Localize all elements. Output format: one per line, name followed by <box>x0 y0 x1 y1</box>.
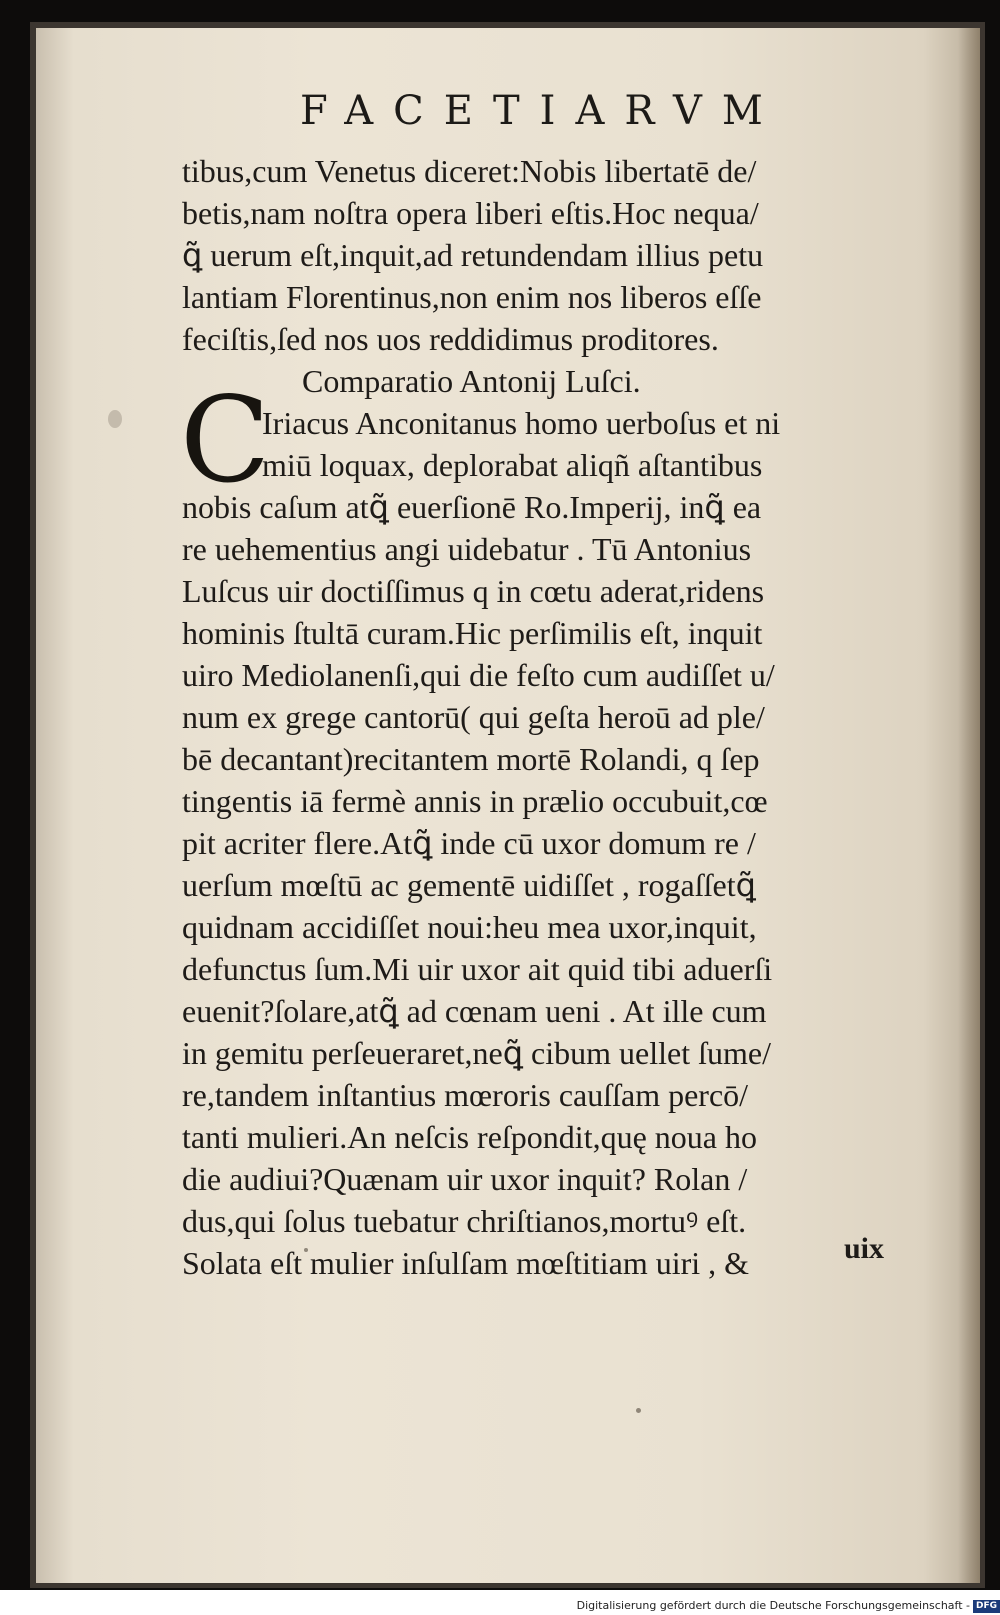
text-line: nobis caſum atꝗ̃ euerſionē Ro.Imperij, inꝗ̃ ea <box>182 489 762 525</box>
text-line: betis,nam noſtra opera liberi eſtis.Hoc nequa/ <box>182 195 759 231</box>
text-line: Solata eſt mulier inſulſam mœſtitiam uiri , & <box>182 1245 750 1281</box>
catchword: uix <box>844 1232 885 1265</box>
credit-text: Digitalisierung gefördert durch die Deutsche Forschungsgemeinschaft - <box>576 1599 970 1612</box>
text-line: feciſtis,ſed nos uos reddidimus proditores. <box>182 321 719 357</box>
ink-speck <box>108 410 122 428</box>
text-line: bē decantant)recitantem mortē Rolandi, q ſep <box>182 741 760 777</box>
text-line: uiro Mediolanenſi,qui die feſto cum audiſſet u/ <box>182 657 775 693</box>
text-line: hominis ſtultā curam.Hic perſimilis eſt, inquit <box>182 615 763 651</box>
gutter-shadow <box>958 28 980 1583</box>
text-line: re uehementius angi uidebatur . Tū Antonius <box>182 531 752 567</box>
text-line: dus,qui ſolus tuebatur chriſtianos,mortuꝰ eſt. <box>182 1203 747 1239</box>
text-line: euenit?ſolare,atꝗ̃ ad cœnam ueni . At ille cum <box>182 993 767 1029</box>
text-line: defunctus ſum.Mi uir uxor ait quid tibi aduerſi <box>182 951 773 987</box>
text-line: num ex grege cantorū( qui geſta heroū ad ple/ <box>182 699 765 735</box>
ink-speck <box>636 1408 641 1413</box>
text-line: in gemitu perſeueraret,neꝗ̃ cibum uellet ſume/ <box>182 1035 771 1071</box>
text-line: lantiam Florentinus,non enim nos liberos eſſe <box>182 279 762 315</box>
dfg-logo: DFG <box>973 1600 1000 1613</box>
text-line: pit acriter flere.Atꝗ̃ inde cū uxor domum re / <box>182 825 756 861</box>
digitization-credit <box>540 1597 1000 1615</box>
text-line: uerſum mœſtū ac gementē uidiſſet , rogaſſetꝗ̃ <box>182 867 756 903</box>
drop-cap-initial: C <box>180 371 271 509</box>
text-line: tingentis iā fermè annis in prælio occubuit,cœ <box>182 783 768 819</box>
text-line: die audiui?Quænam uir uxor inquit? Rolan / <box>182 1161 748 1197</box>
main-text <box>182 150 922 1284</box>
text-line: Luſcus uir doctiſſimus q in cœtu aderat,ridens <box>182 573 765 609</box>
text-line: miū loquax, deplorabat aliqñ aſtantibus <box>262 447 763 483</box>
text-line: Iriacus Anconitanus homo uerboſus et ni <box>262 405 781 441</box>
text-line: re,tandem inſtantius mœroris cauſſam percō/ <box>182 1077 749 1113</box>
text-line: quidnam accidiſſet noui:heu mea uxor,inquit, <box>182 909 757 945</box>
running-title: FACETIARVM <box>300 88 783 134</box>
section-heading: Comparatio Antonij Luſci. <box>302 363 641 399</box>
text-line: ꝗ̃ uerum eſt,inquit,ad retundendam illius petu <box>182 237 764 273</box>
text-line: tibus,cum Venetus diceret:Nobis libertatē de/ <box>182 153 757 189</box>
text-line: tanti mulieri.An neſcis reſpondit,quę noua ho <box>182 1119 757 1155</box>
